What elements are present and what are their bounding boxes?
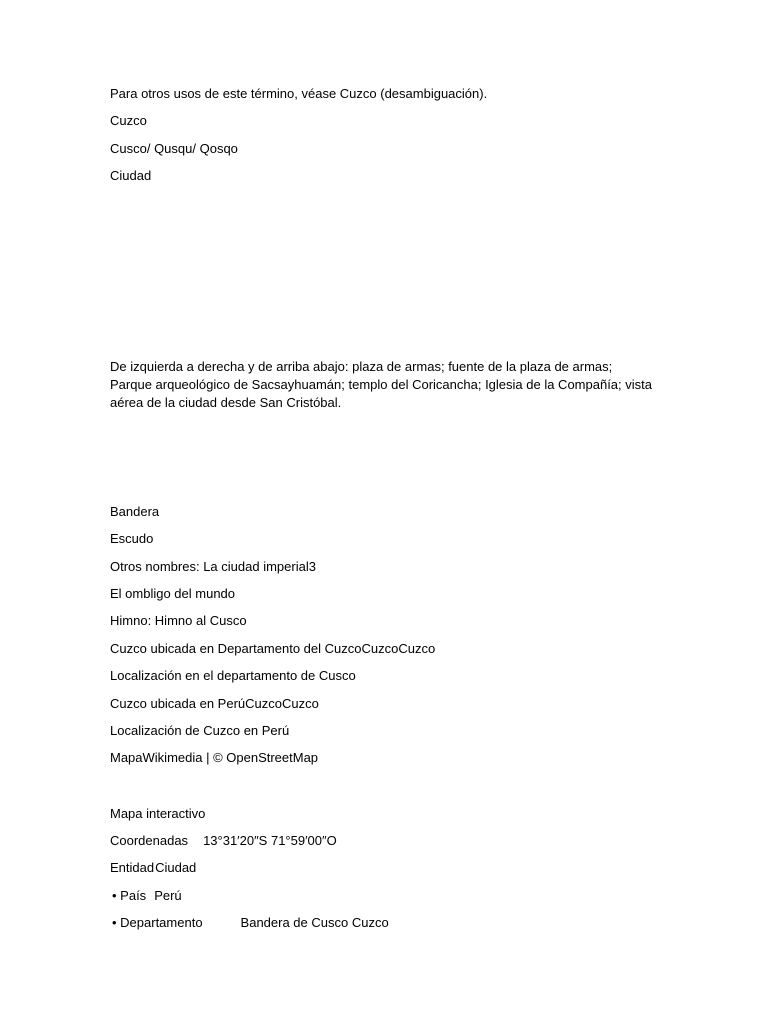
other-names: Otros nombres: La ciudad imperial3 [110,559,316,574]
flag-label: Bandera [110,504,160,519]
department-label: • Departamento [112,915,203,930]
map-department-label: Cuzco ubicada en Departamento del CuzcoCuzcoCuzco [110,641,436,656]
shield-label: Escudo [110,531,154,546]
department-value[interactable]: Bandera de Cusco Cuzco [240,915,389,930]
disambiguation-note: Para otros usos de este término, véase Cuzco (desambiguación). [110,86,488,101]
anthem: Himno: Himno al Cusco [110,613,247,628]
country-value[interactable]: Perú [154,888,182,903]
map-peru-label: Cuzco ubicada en PerúCuzcoCuzco [110,696,319,711]
country-row [112,887,182,905]
department-row [112,914,389,932]
page-title: Cuzco [110,113,147,128]
map-department-caption: Localización en el departamento de Cusco [110,668,356,683]
image-caption: De izquierda a derecha y de arriba abajo: plaza de armas; fuente de la plaza de armas; Parque arqueológico de Sacsayhuamán; templo del Coricancha; Iglesia de la Compañía; vista aérea de la ciudad desde San Cristóbal. [110,359,652,410]
map-peru-caption: Localización de Cuzco en Perú [110,723,290,738]
map-credit: MapaWikimedia | © OpenStreetMap [110,750,319,765]
interactive-map-link[interactable]: Mapa interactivo [110,806,206,821]
coordinates-row [110,832,337,850]
entity-row [110,859,196,877]
nickname: El ombligo del mundo [110,586,236,601]
coordinates-label: Coordenadas [110,833,189,848]
alternate-names: Cusco/ Qusqu/ Qosqo [110,141,238,156]
country-label: • País [112,888,147,903]
settlement-type: Ciudad [110,168,152,183]
entity-label: Entidad [110,860,155,875]
coordinates-value[interactable]: 13°31′20″S 71°59′00″O [203,833,337,848]
entity-value: Ciudad [155,860,197,875]
